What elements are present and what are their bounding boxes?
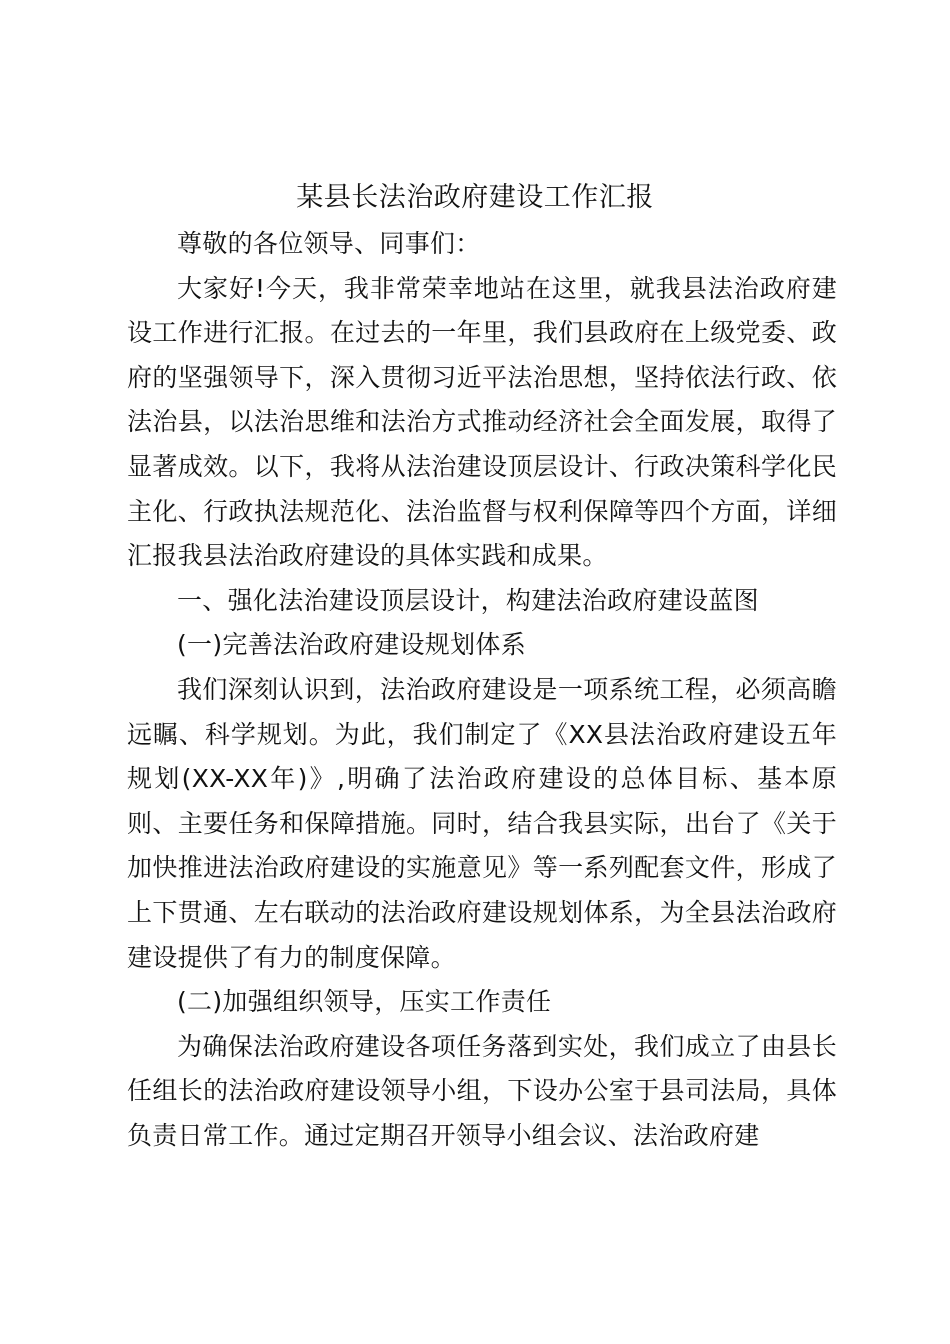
salutation: 尊敬的各位领导、同事们： <box>177 229 481 258</box>
document-body <box>127 222 837 1158</box>
paragraph-intro: 大家好!今天，我非常荣幸地站在这里，就我县法治政府建设工作进行汇报。在过去的一年里，我们县政府在上级党委、政府的坚强领导下，深入贯彻习近平法治思想，坚持依法行政、依法治县，以法治思维和法治方式推动经济社会全面发展，取得了显著成效。以下，我将从法治建设顶层设计、行政决策科学化民主化、行政执法规范化、法治监督与权利保障等四个方面，详细汇报我县法治政府建设的具体实践和成果。 <box>127 273 837 571</box>
section-heading-1: 一、强化法治建设顶层设计，构建法治政府建设蓝图 <box>177 585 759 615</box>
paragraph-leadership: 为确保法治政府建设各项任务落到实处，我们成立了由县长任组长的法治政府建设领导小组，下设办公室于县司法局，具体负责日常工作。通过定期召开领导小组会议、法治政府建 <box>127 1031 837 1150</box>
document-title: 某县长法治政府建设工作汇报 <box>296 182 654 213</box>
paragraph-planning: 我们深刻认识到，法治政府建设是一项系统工程，必须高瞻远瞩、科学规划。为此，我们制定了《XX县法治政府建设五年规划(XX-XX年)》,明确了法治政府建设的总体目标、基本原则、主要任务和保障措施。同时，结合我县实际，出台了《关于加快推进法治政府建设的实施意见》等一系列配套文件，形成了上下贯通、左右联动的法治政府建设规划体系，为全县法治政府建设提供了有力的制度保障。 <box>127 674 837 972</box>
subsection-heading-1: (一)完善法治政府建设规划体系 <box>177 630 527 660</box>
subsection-heading-2: (二)加强组织领导，压实工作责任 <box>177 987 552 1017</box>
